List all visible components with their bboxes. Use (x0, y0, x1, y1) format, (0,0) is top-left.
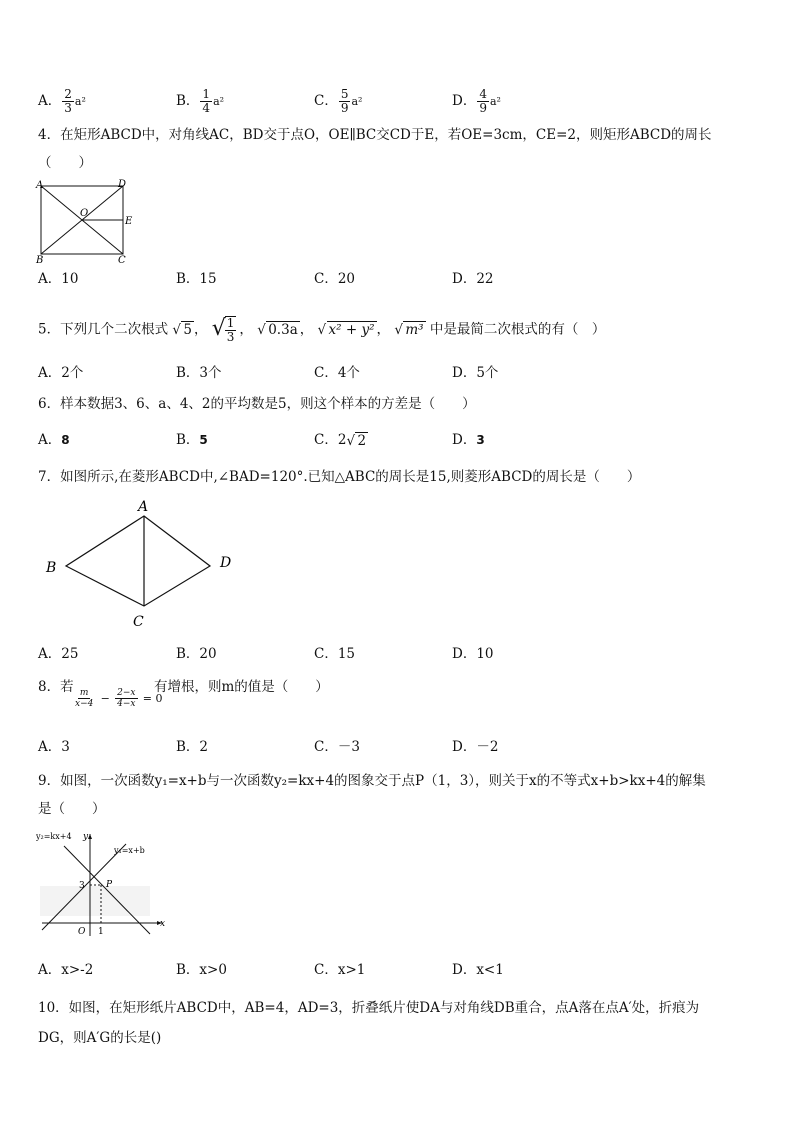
q6-option-b: B．5 (176, 432, 208, 448)
q4-label-o: O (80, 208, 89, 219)
q9-stem-1: 9．如图，一次函数y₁=x+b与一次函数y₂=kx+4的图象交于点P（1，3），则关于x的不等式x+b>kx+4的解集 (38, 773, 706, 789)
q6-stem: 6．样本数据3、6、a、4、2的平均数是5，则这个样本的方差是（ ） (38, 396, 476, 412)
q4-option-b: B．15 (176, 271, 217, 287)
q10-stem-2: DG，则A′G的长是() (38, 1030, 162, 1046)
q8-option-a: A．3 (38, 739, 70, 755)
q3-option-d: D． $\frac{4}{9}$ a² (452, 87, 501, 115)
q7-option-a: A．25 (38, 646, 79, 662)
q7-figure-rhombus (38, 494, 248, 632)
q5-option-d: D．5个 (452, 365, 499, 381)
q9-label-x: x (160, 919, 166, 929)
q9-label-1: 1 (98, 927, 104, 937)
q9-stem-2: 是（ ） (38, 801, 106, 817)
q4-label-c: C (118, 255, 126, 264)
q3-option-a: A． $\frac{2}{3}$ a² (38, 87, 86, 115)
q10-stem-1: 10．如图，在矩形纸片ABCD中，AB=4，AD=3，折叠纸片使DA与对角线DB重合，点A落在点A′处，折痕为 (38, 1000, 700, 1016)
q9-figure-graph (34, 826, 174, 941)
q7-option-d: D．10 (452, 646, 494, 662)
q4-label-a: A (36, 180, 44, 191)
q7-label-b: B (46, 560, 57, 576)
q7-label-c: C (133, 614, 144, 630)
q9-label-3: 3 (79, 881, 85, 891)
q9-label-p: P (106, 880, 113, 890)
q5-option-a: A．2个 (38, 365, 84, 381)
q4-option-d: D．22 (452, 271, 494, 287)
q4-option-a: A．10 (38, 271, 79, 287)
q8-option-c: C．－3 (314, 739, 360, 755)
q9-label-y: y (83, 832, 89, 842)
q5-stem: 5．下列几个二次根式 √ 5 ， √ $\frac{1}{3}$ ， √ 0.3a ， √ x² + y² ， √ m³ 中是最简二次根式的有（ ） (38, 316, 606, 344)
q4-label-b: B (36, 255, 44, 264)
q6-option-d: D．3 (452, 432, 485, 448)
q5-option-b: B．3个 (176, 365, 222, 381)
q9-label-o: O (78, 927, 86, 937)
q4-figure-rectangle (32, 176, 142, 264)
q7-label-a: A (138, 499, 149, 515)
q4-paren: （ ） (38, 155, 92, 171)
q4-label-e: E (125, 216, 133, 227)
q7-stem: 7．如图所示,在菱形ABCD中,∠BAD=120°.已知△ABC的周长是15,则菱形ABCD的周长是（ ） (38, 469, 641, 485)
q9-option-c: C．x>1 (314, 962, 366, 978)
q4-option-c: C．20 (314, 271, 356, 287)
q9-option-b: B．x>0 (176, 962, 227, 978)
q3-option-b: B． $\frac{1}{4}$ a² (176, 87, 225, 115)
q8-option-b: B．2 (176, 739, 209, 755)
q4-label-d: D (118, 179, 127, 190)
q8-option-d: D．－2 (452, 739, 499, 755)
q8-stem-lead: 8．若 (38, 679, 74, 695)
q4-stem: 4．在矩形ABCD中，对角线AC，BD交于点O，OE∥BC交CD于E，若OE=3cm，CE=2，则矩形ABCD的周长 (38, 127, 712, 143)
q9-option-a: A．x>-2 (38, 962, 94, 978)
q9-label-y1: y₁=x+b (114, 846, 145, 855)
q3-option-c: C． $\frac{5}{9}$ a² (314, 87, 363, 115)
q5-option-c: C．4个 (314, 365, 360, 381)
q8-stem-tail: 有增根，则m的值是（ ） (154, 679, 329, 695)
q9-option-d: D．x<1 (452, 962, 504, 978)
q9-label-y2: y₂=kx+4 (36, 832, 72, 841)
q7-option-b: B．20 (176, 646, 217, 662)
q6-option-a: A．8 (38, 432, 70, 448)
q6-option-c: C．2 √ 2 (314, 432, 367, 449)
q8-equation: $\frac{m}{x-4}$ − $\frac{2-x}{4-x}$ = 0 (75, 688, 163, 709)
q7-label-d: D (220, 555, 232, 571)
q7-option-c: C．15 (314, 646, 356, 662)
